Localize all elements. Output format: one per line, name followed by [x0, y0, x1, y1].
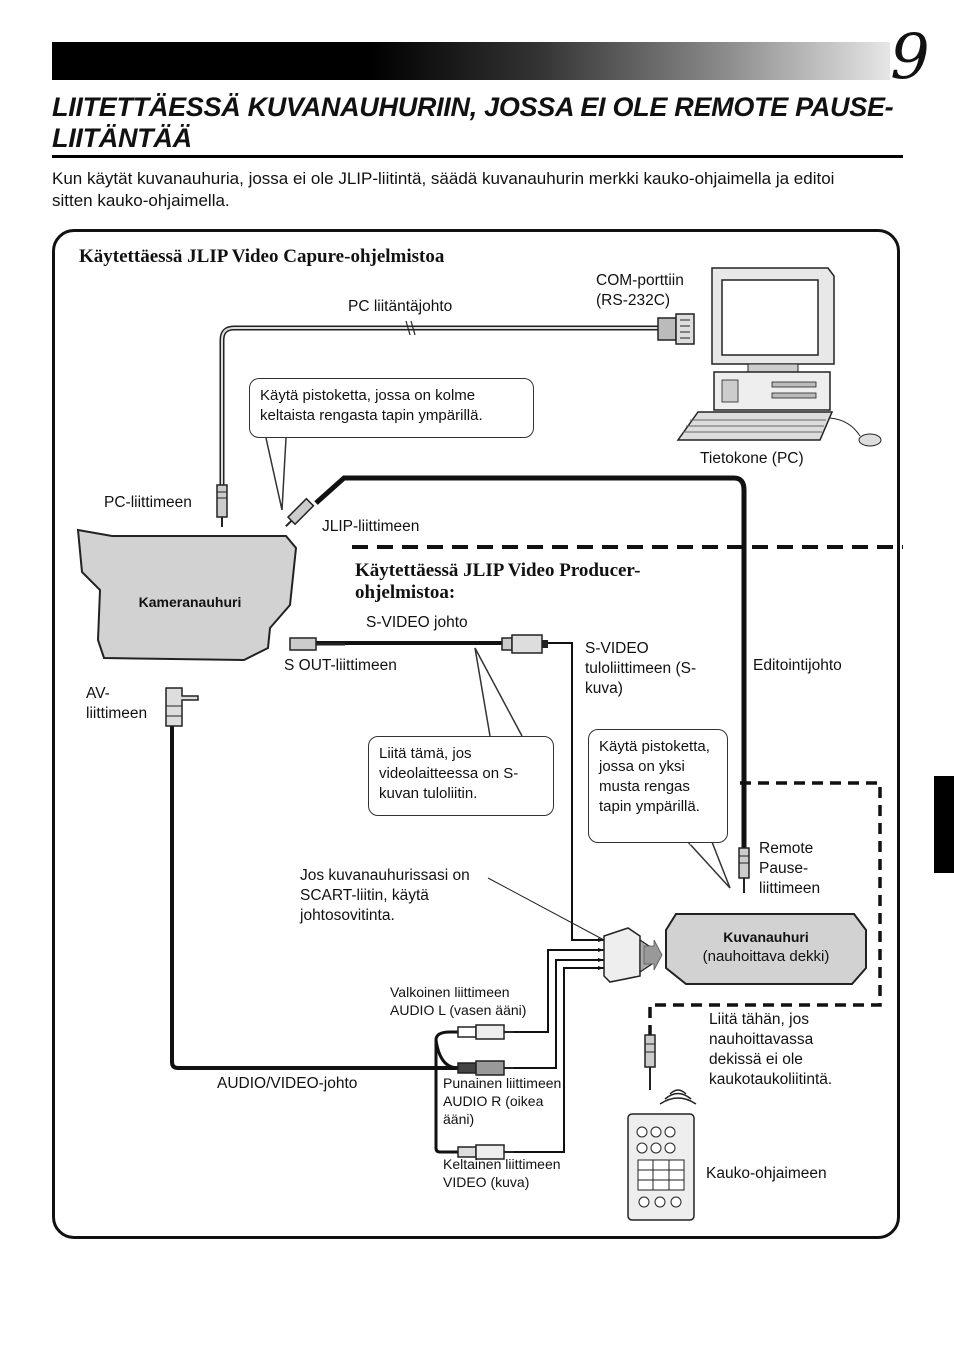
label-camcorder: Kameranauhuri [138, 594, 242, 610]
bubble-svideo-note: Liitä tämä, jos videolaitteessa on S-kuvan tuloliitin. [368, 736, 554, 816]
svideo-plug-left-icon [290, 638, 345, 650]
label-scart-note: Jos kuvanauhurissasi on SCART-liitin, käytä johtosovitinta. [300, 867, 470, 924]
label-av-jack: AV-liittimeen [86, 685, 148, 722]
label-remote-control: Kauko-ohjaimeen [706, 1165, 827, 1182]
page-title: LIITETTÄESSÄ KUVANAUHURIIN, JOSSA EI OLE REMOTE PAUSE-LIITÄNTÄÄ [52, 92, 894, 153]
label-svideo-in: S-VIDEO tuloliittimeen (S-kuva) [585, 640, 697, 697]
label-remote-pause: Remote Pause-liittimeen [759, 840, 821, 897]
label-computer: Tietokone (PC) [700, 450, 804, 467]
label-av-cable: AUDIO/VIDEO-johto [217, 1075, 358, 1092]
remote-control-icon [628, 1090, 696, 1220]
label-vcr-sub: (nauhoittava dekki) [702, 948, 830, 965]
label-pc-jack: PC-liittimeen [104, 494, 192, 511]
label-s-out: S OUT-liittimeen [284, 657, 397, 674]
label-svideo-cable: S-VIDEO johto [366, 614, 468, 631]
label-yellow-plug: Keltainen liittimeen VIDEO (kuva) [443, 1156, 561, 1190]
red-plug-icon [458, 1061, 514, 1075]
label-com-port: COM-porttiin (RS-232C) [596, 272, 684, 309]
label-edit-cable: Editointijohto [753, 657, 842, 674]
bubble-one-ring: Käytä pistoketta, jossa on yksi musta rengas tapin ympärillä. [588, 729, 728, 843]
white-plug-icon [458, 1025, 514, 1039]
jlip-plug-icon [282, 499, 313, 530]
com-connector-icon [658, 314, 694, 344]
remote-cable-plug-icon [645, 1035, 655, 1090]
heading-producer: Käytettäessä JLIP Video Producer-ohjelmistoa: [355, 560, 641, 603]
label-jlip-jack: JLIP-liittimeen [322, 518, 420, 535]
av-plug-icon [166, 688, 198, 726]
label-white-plug: Valkoinen liittimeen AUDIO L (vasen ääni) [390, 984, 527, 1018]
scart-adapter-icon [604, 928, 662, 982]
intro-text: Kun käytät kuvanauhuria, jossa ei ole JLIP-liitintä, säädä kuvanauhurin merkki kauko-ohjaimella ja editoi sitten kauko-ohjaimella. [52, 169, 835, 210]
heading-capture: Käytettäessä JLIP Video Capure-ohjelmistoa [79, 246, 445, 267]
pc-plug-icon [217, 485, 227, 527]
label-vcr-name: Kuvanauhuri [723, 929, 809, 945]
label-pc-cable: PC liitäntäjohto [348, 298, 453, 315]
page-number: 9 [890, 20, 930, 93]
remote-pause-plug-icon [739, 848, 749, 893]
svideo-plug-right-icon [502, 635, 548, 653]
bubble-three-rings: Käytä pistoketta, jossa on kolme keltaista rengasta tapin ympärillä. [249, 378, 534, 438]
label-remote-note: Liitä tähän, jos nauhoittavassa dekissä ei ole kaukotaukoliitintä. [709, 1011, 833, 1088]
label-red-plug: Punainen liittimeen AUDIO R (oikea ääni) [443, 1075, 562, 1127]
